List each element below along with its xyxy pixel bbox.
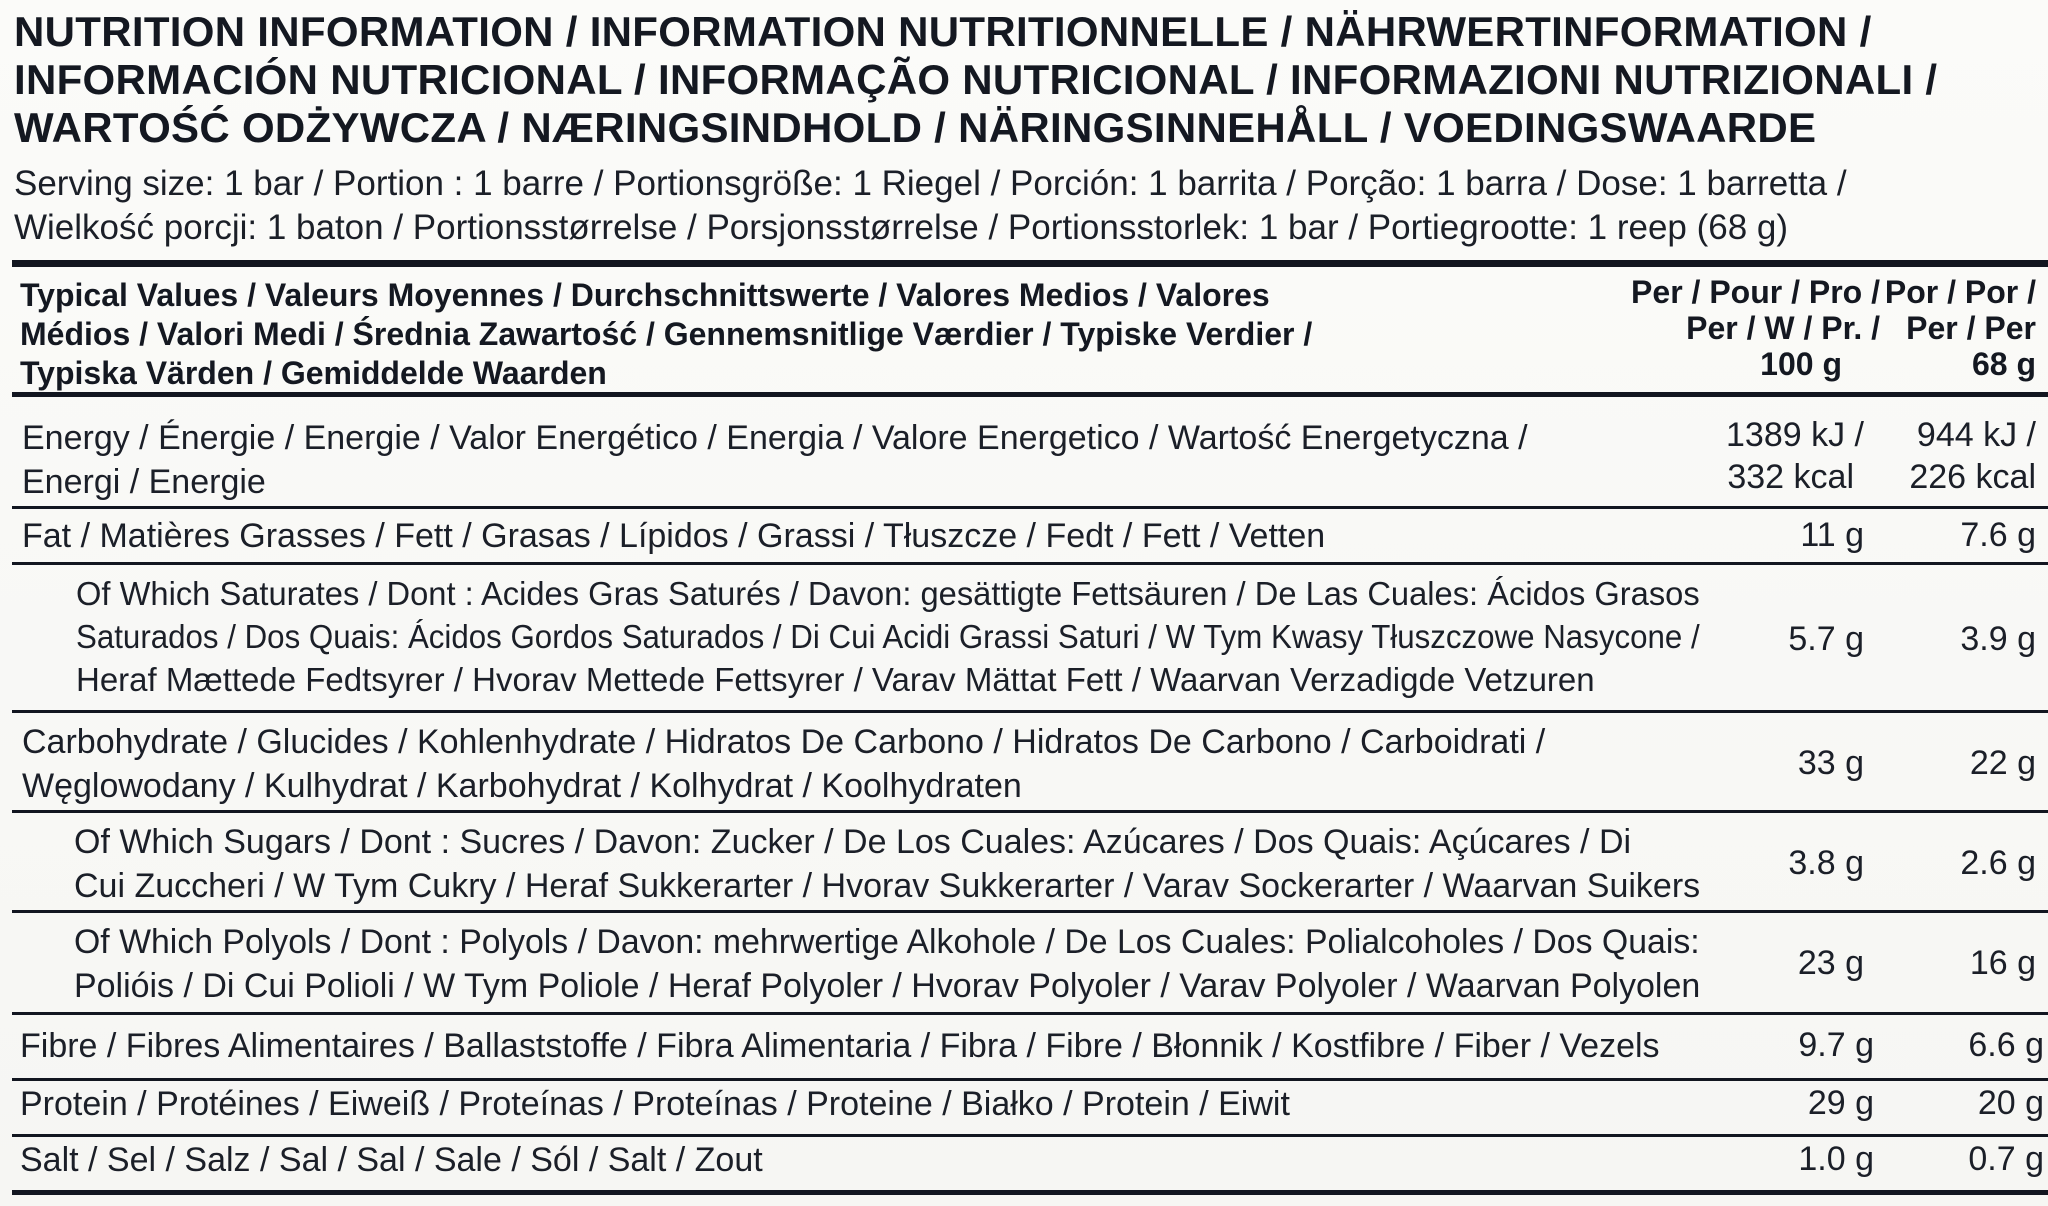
table-bottom-rule [12, 1190, 2048, 1195]
carbohydrate-label-line-2: Węglowodany / Kulhydrat / Karbohydrat / Kolhydrat / Koolhydraten [22, 767, 1022, 805]
energy-kcal-per-100g: 332 kcal [1727, 458, 1854, 496]
carbohydrate-per-100g: 33 g [1797, 744, 1864, 782]
salt-per-68g: 0.7 g [1968, 1140, 2044, 1178]
protein-label-line-1: Protein / Protéines / Eiweiß / Proteínas / Proteínas / Proteine / Białko / Protein / Eiwit [20, 1085, 1290, 1123]
energy-kj-per-100g: 1389 kJ / [1726, 416, 1864, 454]
serving-line-2: Wielkość porcji: 1 baton / Portionsstørrelse / Porsjonsstørrelse / Portionsstorlek: 1 bar / Portiegrootte: 1 reep (68 g) [14, 208, 1789, 247]
row-divider [12, 1012, 2048, 1015]
fibre-label [20, 1024, 1660, 1068]
energy-kj-per-68g: 944 kJ / [1916, 416, 2036, 454]
header-label-line-1: Typical Values / Valeurs Moyennes / Durchschnittswerte / Valores Medios / Valores [20, 277, 1270, 313]
carbohydrate-label-line-1: Carbohydrate / Glucides / Kohlenhydrate / Hidratos De Carbono / Hidratos De Carbono / Carboidrati / [22, 723, 1546, 761]
row-divider [12, 910, 2048, 913]
nutrition-title [14, 8, 2024, 152]
row-divider [12, 1134, 2048, 1137]
energy-per-68g [1876, 414, 2036, 498]
fibre-per-68g: 6.6 g [1968, 1026, 2044, 1064]
row-divider [12, 506, 2048, 509]
energy-per-100g [1674, 414, 1864, 498]
carbohydrate-per-68g: 22 g [1969, 744, 2036, 782]
per-68g-header-line-1: Por / Por / [1884, 274, 2036, 310]
fat-per-100g: 11 g [1800, 516, 1864, 554]
header-label-line-2: Médios / Valori Medi / Średnia Zawartość / Gennemsnitlige Værdier / Typiske Verdier / [20, 316, 1313, 352]
title-line-3: WARTOŚĆ ODŻYWCZA / NÆRINGSINDHOLD / NÄRINGSINNEHÅLL / VOEDINGSWAARDE [14, 104, 1817, 151]
serving-size-text [14, 162, 2024, 250]
polyols-per-100g: 23 g [1797, 944, 1864, 982]
per-100g-header [1580, 274, 1880, 382]
title-line-2: INFORMACIÓN NUTRICIONAL / INFORMAÇÃO NUTRICIONAL / INFORMAZIONI NUTRIZIONALI / [14, 56, 1938, 103]
typical-values-header [20, 276, 1312, 393]
header-label-line-3: Typiska Värden / Gemiddelde Waarden [20, 355, 607, 391]
sugars-label [74, 820, 1700, 908]
salt-label [20, 1138, 763, 1182]
sugars-per-100g: 3.8 g [1788, 844, 1864, 882]
energy-label [22, 416, 1528, 504]
salt-label-line-1: Salt / Sel / Salz / Sal / Sal / Sale / Sól / Salt / Zout [20, 1141, 763, 1179]
header-bottom-rule [12, 392, 2048, 397]
polyols-label [74, 920, 1709, 1008]
per-68g-header-line-3: 68 g [1971, 346, 2036, 382]
energy-label-line-1: Energy / Énergie / Energie / Valor Energético / Energia / Valore Energetico / Wartość Energetyczna / [22, 419, 1528, 457]
protein-label [20, 1082, 1290, 1126]
sugars-per-68g: 2.6 g [1960, 844, 2036, 882]
per-100g-header-line-3: 100 g [1760, 346, 1842, 382]
salt-per-100g: 1.0 g [1798, 1140, 1874, 1178]
fibre-label-line-1: Fibre / Fibres Alimentaires / Ballaststoffe / Fibra Alimentaria / Fibra / Fibre / Błonnik / Kostfibre / Fiber / Vezels [20, 1027, 1660, 1065]
fibre-per-100g: 9.7 g [1798, 1026, 1874, 1064]
per-100g-header-line-1: Per / Pour / Pro / [1631, 274, 1880, 310]
saturates-label-line-1: Of Which Saturates / Dont : Acides Gras Saturés / Davon: gesättigte Fettsäuren / De Las Cuales: Ácidos Grasos [76, 575, 1700, 612]
saturates-per-68g: 3.9 g [1960, 620, 2036, 658]
title-line-1: NUTRITION INFORMATION / INFORMATION NUTRITIONNELLE / NÄHRWERTINFORMATION / [14, 8, 1872, 55]
row-divider [12, 562, 2048, 565]
energy-kcal-per-68g: 226 kcal [1909, 458, 2036, 496]
protein-per-68g: 20 g [1977, 1084, 2044, 1122]
saturates-label-line-2: Saturados / Dos Quais: Ácidos Gordos Saturados / Di Cui Acidi Grassi Saturi / W Tym Kwasy Tłuszczowe Nasycone / [76, 618, 1700, 655]
polyols-per-68g: 16 g [1969, 944, 2036, 982]
fat-label [22, 514, 1325, 558]
sugars-label-line-2: Cui Zuccheri / W Tym Cukry / Heraf Sukkerarter / Hvorav Sukkerarter / Varav Sockerarter / Waarvan Suikers [74, 867, 1701, 905]
sugars-label-line-1: Of Which Sugars / Dont : Sucres / Davon: Zucker / De Los Cuales: Azúcares / Dos Quais: Açúcares / Di [74, 823, 1632, 861]
per-68g-header-line-2: Per / Per [1906, 310, 2036, 346]
protein-per-100g: 29 g [1807, 1084, 1874, 1122]
energy-label-line-2: Energi / Energie [22, 463, 266, 501]
fat-label-line-1: Fat / Matières Grasses / Fett / Grasas / Lípidos / Grassi / Tłuszcze / Fedt / Fett / Vetten [22, 517, 1326, 555]
fat-per-68g: 7.6 g [1960, 516, 2036, 554]
per-68g-header [1876, 274, 2036, 382]
polyols-label-line-1: Of Which Polyols / Dont : Polyols / Davon: mehrwertige Alkohole / De Los Cuales: Polialcoholes / Dos Quais: [74, 923, 1700, 961]
row-divider [12, 710, 2048, 713]
carbohydrate-label [22, 720, 1545, 808]
saturates-per-100g: 5.7 g [1788, 620, 1864, 658]
polyols-label-line-2: Polióis / Di Cui Polioli / W Tym Poliole / Heraf Polyoler / Hvorav Polyoler / Varav Polyoler / Waarvan Polyolen [74, 967, 1701, 1005]
row-divider [12, 1078, 2048, 1081]
table-top-rule [12, 260, 2048, 267]
serving-line-1: Serving size: 1 bar / Portion : 1 barre / Portionsgröße: 1 Riegel / Porción: 1 barrita / Porção: 1 barra / Dose: 1 barretta / [14, 164, 1847, 203]
saturates-label-line-3: Heraf Mættede Fedtsyrer / Hvorav Mettede Fettsyrer / Varav Mättat Fett / Waarvan Verzadigde Vetzuren [76, 661, 1595, 698]
row-divider [12, 810, 2048, 813]
saturates-label [76, 572, 1790, 701]
per-100g-header-line-2: Per / W / Pr. / [1686, 310, 1880, 346]
